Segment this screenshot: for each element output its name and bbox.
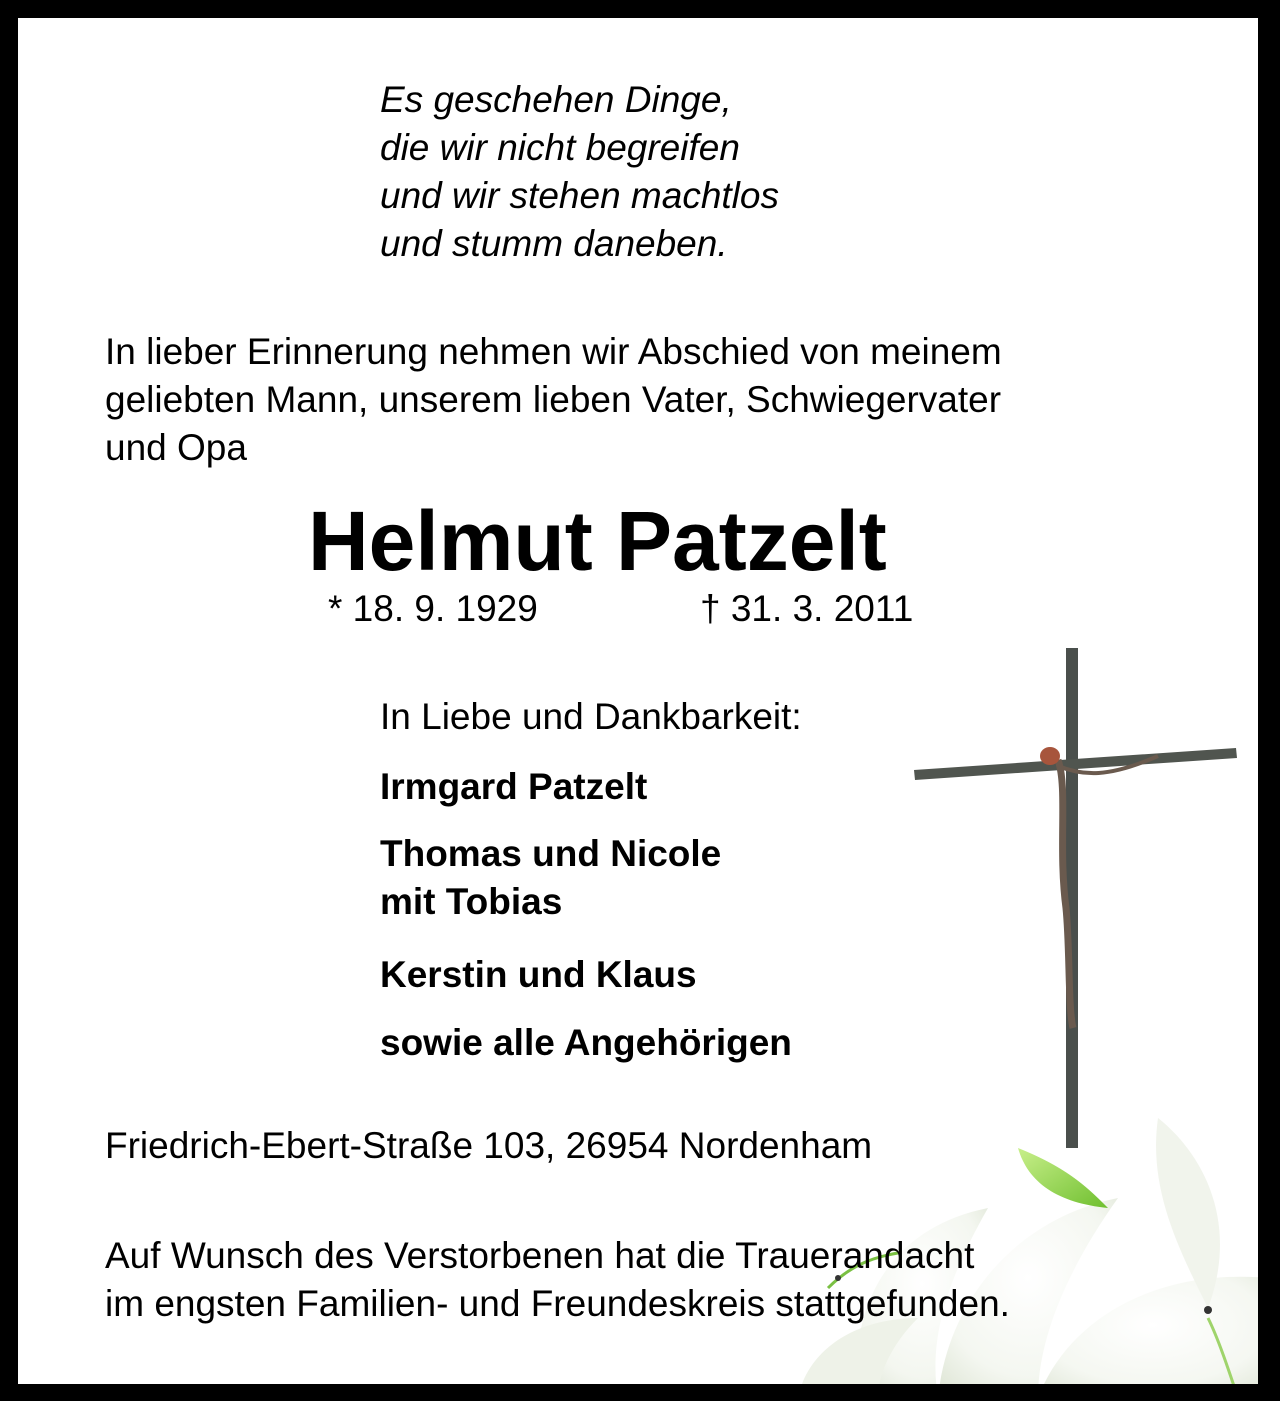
service-note-line: im engsten Familien- und Freundeskreis stattgefunden. (105, 1283, 1010, 1324)
deceased-name: Helmut Patzelt (308, 494, 887, 588)
death-date: † 31. 3. 2011 (700, 588, 914, 629)
intro-line: geliebten Mann, unserem lieben Vater, Schwiegervater (105, 379, 1002, 420)
service-note-line: Auf Wunsch des Verstorbenen hat die Trauerandacht (105, 1235, 975, 1276)
poem-line: die wir nicht begreifen (380, 127, 740, 168)
poem-line: und wir stehen machtlos (380, 175, 779, 216)
intro-text (105, 328, 1002, 472)
obituary-card (18, 18, 1258, 1384)
mourner-entry: Kerstin und Klaus (380, 954, 697, 995)
poem-verse (380, 76, 779, 268)
poem-line: und stumm daneben. (380, 223, 728, 264)
intro-line: In lieber Erinnerung nehmen wir Abschied von meinem (105, 331, 1002, 372)
mourner-entry (380, 830, 721, 926)
service-note (105, 1232, 1010, 1328)
mourner-entry: sowie alle Angehörigen (380, 1022, 792, 1063)
intro-line: und Opa (105, 427, 247, 468)
poem-line: Es geschehen Dinge, (380, 79, 732, 120)
family-address: Friedrich-Ebert-Straße 103, 26954 Nordenham (105, 1125, 873, 1166)
mourner-entry: Irmgard Patzelt (380, 766, 648, 807)
birth-date: * 18. 9. 1929 (328, 588, 538, 629)
mourner-entry-line: Thomas und Nicole (380, 833, 722, 874)
mourners-heading: In Liebe und Dankbarkeit: (380, 696, 802, 737)
crucifix-icon (908, 648, 1248, 1168)
mourner-entry-line: mit Tobias (380, 881, 563, 922)
